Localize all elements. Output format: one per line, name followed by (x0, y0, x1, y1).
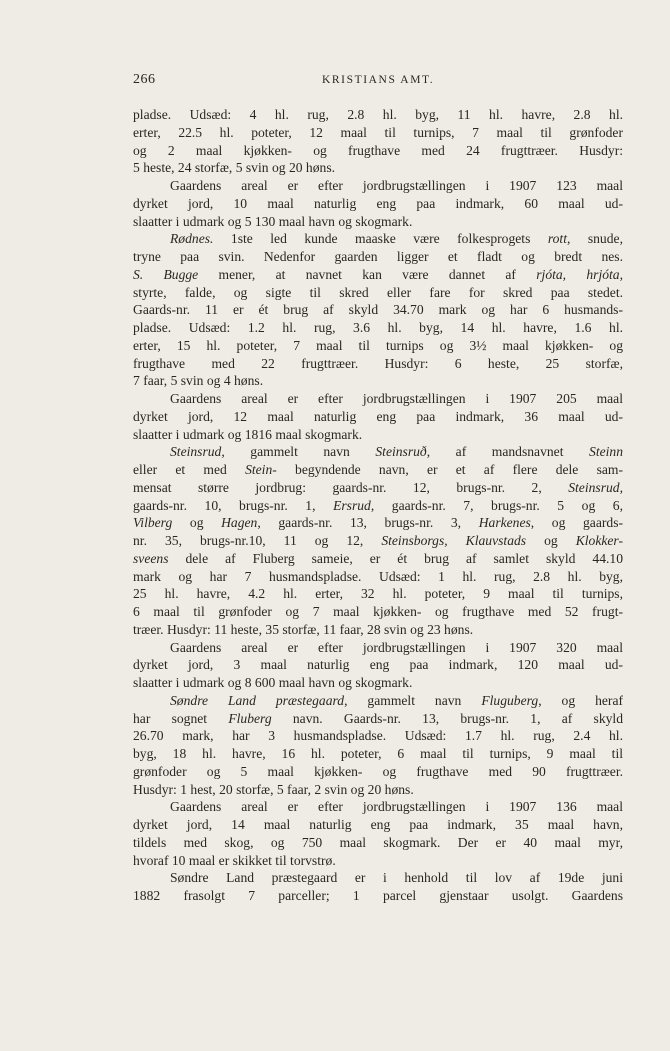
text-fragment: 1ste led kunde maaske være folkesprogets (230, 231, 531, 247)
text-fragment: gaards-nr. 10, brugs-nr. 1, (133, 497, 316, 513)
text-fragment: har sognet (133, 710, 208, 726)
text-line: tildels med skog, og 750 maal skogmark. Der er 40 maal myr, (133, 834, 623, 850)
text-line: styrte, falde, og sigte til skred eller fare for skred paa stedet. (133, 284, 623, 300)
text-fragment: begyndende navn, er et af flere dele sam- (295, 462, 623, 477)
text-fragment: mensat større jordbrug: gaards-nr. 12, brugs-nr. 2, (133, 479, 542, 495)
text-line (133, 497, 623, 515)
text-line: byg, 18 hl. havre, 16 hl. poteter, 6 maal til turnips, 9 maal til (133, 746, 623, 761)
place-name: Rødnes. (170, 231, 214, 247)
word-rott: rott (547, 231, 567, 247)
text-fragment: , gaards-nr. 13, brugs-nr. 3, (257, 515, 462, 531)
text-fragment: , gammelt navn (344, 692, 462, 708)
text-line: dyrket jord, 3 maal naturlig eng paa indmark, 120 maal ud- (133, 657, 623, 673)
place-name: Steinsruð (375, 444, 427, 460)
text-fragment: , snude, (566, 231, 623, 247)
text-line: Gaardens areal er efter jordbrugstællingen i 1907 320 maal (170, 639, 623, 655)
text-line: 5 heste, 24 storfæ, 5 svin og 20 høns. (133, 160, 336, 176)
text-line: tryne paa svin. Nedenfor gaarden ligger et fladt og bredt nes. (133, 249, 623, 264)
text-line: pladse. Udsæd: 1.2 hl. rug, 3.6 hl. byg, 14 hl. havre, 1.6 hl. (133, 320, 623, 335)
text-line: Gaards-nr. 11 er ét brug af skyld 34.70 mark og har 6 husmands- (133, 302, 623, 318)
text-line: 26.70 mark, har 3 husmandspladse. Udsæd: 1.7 hl. rug, 2.4 hl. (133, 728, 623, 744)
text-line (133, 532, 623, 550)
page-number: 266 (133, 72, 156, 87)
text-line: Gaardens areal er efter jordbrugstællingen i 1907 205 maal (170, 391, 623, 406)
person-name: Steinn (589, 444, 623, 460)
place-name: sveens (133, 550, 169, 566)
text-line: dyrket jord, 10 maal naturlig eng paa indmark, 60 maal ud- (133, 195, 623, 211)
text-line (133, 443, 623, 461)
text-line: Gaardens areal er efter jordbrugstællingen i 1907 136 maal (170, 799, 623, 815)
text-fragment: eller et med (133, 462, 227, 477)
text-line: erter, 22.5 hl. poteter, 12 maal til turnips, 7 maal til grønfoder (133, 124, 623, 140)
text-fragment: , af mandsnavnet (426, 444, 564, 460)
text-line: slaatter i udmark og 1816 maal skogmark. (133, 426, 363, 442)
place-name: Fluguberg (481, 692, 539, 708)
text-line: Søndre Land præstegaard er i henhold til lov af 19de juni (170, 870, 623, 886)
text-line: 1882 frasolgt 7 parceller; 1 parcel gjenstaar usolgt. Gaardens (133, 888, 623, 903)
word-rjota: rjóta, hrjóta, (536, 266, 623, 282)
place-name: Klokker- (575, 533, 623, 548)
text-line: erter, 15 hl. poteter, 7 maal til turnips og 3½ maal kjøkken- og (133, 337, 623, 353)
place-name: Vilberg (133, 515, 173, 531)
text-line: grønfoder og 5 maal kjøkken- og frugthave med 90 frugttræer. (133, 763, 623, 779)
text-line: 25 hl. havre, 4.2 hl. erter, 32 hl. poteter, 9 maal til turnips, (133, 586, 623, 602)
text-line (133, 550, 623, 568)
text-line: Gaardens areal er efter jordbrugstællingen i 1907 123 maal (170, 178, 623, 193)
place-name: Harkenes (478, 515, 531, 531)
place-name: Søndre Land præstegaard (170, 692, 345, 708)
text-line: mark og har 7 husmandspladse. Udsæd: 1 hl. rug, 2.8 hl. byg, (133, 568, 623, 584)
text-line: dyrket jord, 14 maal naturlig eng paa indmark, 35 maal havn, (133, 817, 623, 832)
place-name: Fluberg (228, 710, 272, 726)
text-fragment: mener, at navnet kan være dannet af (218, 266, 516, 282)
text-fragment: , gaards-nr. 7, brugs-nr. 5 og 6, (370, 497, 623, 513)
word-stein: Stein- (245, 462, 277, 477)
text-line: 6 maal til grønfoder og 7 maal kjøkken- og frugthave med 52 frugt- (133, 604, 623, 619)
text-line: Husdyr: 1 hest, 20 storfæ, 5 faar, 2 svin og 20 høns. (133, 781, 414, 797)
text-fragment: , og gaards- (530, 515, 623, 531)
text-line (133, 710, 623, 728)
text-line (133, 692, 623, 710)
text-fragment: dele af Fluberg sameie, er ét brug af samlet skyld 44.10 (185, 550, 623, 566)
text-fragment: og (544, 533, 558, 548)
text-line (133, 266, 623, 284)
text-fragment: , og heraf (538, 692, 623, 708)
text-fragment: , gammelt navn (221, 444, 350, 460)
text-line (133, 230, 623, 248)
text-line (133, 461, 623, 479)
text-line (133, 479, 623, 497)
text-line: pladse. Udsæd: 4 hl. rug, 2.8 hl. byg, 11 hl. havre, 2.8 hl. (133, 107, 623, 122)
author-name: S. Bugge (133, 266, 199, 282)
place-name: Steinsrud (170, 444, 222, 460)
text-line: hvoraf 10 maal er skikket til torvstrø. (133, 852, 336, 868)
running-head: KRISTIANS AMT. (322, 74, 435, 86)
place-name: Hagen (221, 515, 258, 531)
text-fragment: navn. Gaards-nr. 13, brugs-nr. 1, af skyld (292, 710, 623, 726)
text-line: frugthave med 22 frugttræer. Husdyr: 6 heste, 25 storfæ, (133, 355, 623, 371)
text-fragment: nr. 35, brugs-nr.10, 11 og 12, (133, 533, 364, 548)
text-line: slaatter i udmark og 8 600 maal havn og skogmark. (133, 675, 413, 690)
text-line: 7 faar, 5 svin og 4 høns. (133, 373, 264, 389)
text-line: slaatter i udmark og 5 130 maal havn og skogmark. (133, 213, 413, 229)
place-name: Steinsborgs, Klauvstads (381, 533, 527, 548)
text-line (133, 514, 623, 532)
page-body (133, 106, 623, 905)
text-line: dyrket jord, 12 maal naturlig eng paa indmark, 36 maal ud- (133, 408, 623, 424)
text-line: træer. Husdyr: 11 heste, 35 storfæ, 11 faar, 28 svin og 23 høns. (133, 621, 474, 637)
place-name: Ersrud (333, 497, 371, 513)
text-fragment: og (189, 515, 204, 531)
text-line: og 2 maal kjøkken- og frugthave med 24 frugttræer. Husdyr: (133, 142, 623, 158)
place-name: Steinsrud, (568, 479, 623, 495)
